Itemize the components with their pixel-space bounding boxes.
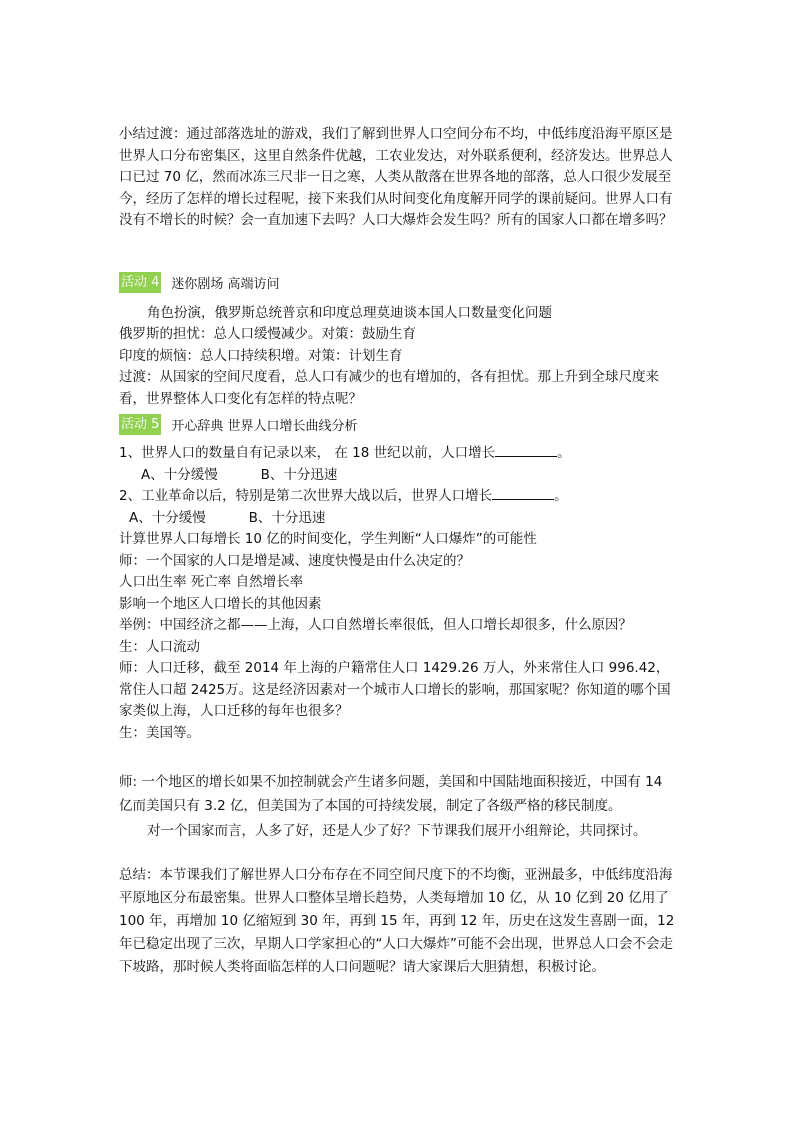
india-concern: 印度的烦恼：总人口持续积增。对策：计划生育 <box>119 347 403 364</box>
question-2-options: A、十分缓慢 B、十分迅速 <box>129 509 326 526</box>
document-body <box>119 124 679 979</box>
activity-5-line: 师：人口迁移，截至 2014 年上海的户籍常住人口 1429.26 万人，外来常住人口 996.42，常住人口超 2425万。这是经济因素对一个城市人口增长的影响，那国家呢？你知道的哪个国家类似上海，人口迁移的每年也很多？ <box>119 660 671 719</box>
activity-5-header <box>119 414 679 435</box>
intro-paragraph: 小结过渡：通过部落选址的游戏，我们了解到世界人口空间分布不均，中低纬度沿海平原区是世界人口分布密集区，这里自然条件优越，工农业发达，对外联系便利，经济发达。世界总人口已过 70 亿，然而冰冻三尺非一日之寒，人类从散落在世界各地的部落，总人口很少发展至今，经历了怎样的增长过程呢，接下来我们从时间变化角度解开同学的课前疑问。世界人口有没有不增长的时候？会一直加速下去吗？人口大爆炸会发生吗？所有的国家人口都在增多吗？ <box>119 126 673 228</box>
activity-5-badge: 活动 5 <box>119 414 161 435</box>
answer-blank <box>495 443 557 457</box>
activity-4-badge: 活动 4 <box>119 272 161 293</box>
question-1: 1、世界人口的数量自有记录以来， 在 18 世纪以前，人口增长 。 <box>119 445 571 461</box>
activity-5-line: 人口出生率 死亡率 自然增长率 <box>119 574 304 590</box>
activity-5-line: 生：美国等。 <box>119 724 200 741</box>
activity-5-line: 影响一个地区人口增长的其他因素 <box>119 595 322 612</box>
transition-text: 过渡：从国家的空间尺度看，总人口有减少的也有增加的，各有担忧。那上升到全球尺度来看，世界整体人口变化有怎样的特点呢？ <box>119 369 659 407</box>
activity-4-roleplay: 角色扮演，俄罗斯总统普京和印度总理莫迪谈本国人口数量变化问题 <box>147 304 552 321</box>
activity-5-title: 开心辞典 世界人口增长曲线分析 <box>171 419 358 434</box>
activity-4-header <box>119 272 679 293</box>
discussion-paragraph: 师: 一个地区的增长如果不加控制就会产生诸多问题，美国和中国陆地面积接近，中国有 14 亿而美国只有 3.2 亿，但美国为了本国的可持续发展，制定了各级严格的移民制度。 <box>119 774 663 814</box>
activity-5-line: 举例：中国经济之都——上海，人口自然增长率很低，但人口增长却很多，什么原因？ <box>119 617 632 633</box>
russia-concern: 俄罗斯的担忧：总人口缓慢减少。对策：鼓励生育 <box>119 326 416 342</box>
summary-paragraph: 总结：本节课我们了解世界人口分布存在不同空间尺度下的不均衡，亚洲最多，中低纬度沿海平原地区分布最密集。世界人口整体呈增长趋势，人类每增加 10 亿，从 10 亿到 20 亿用了 100 年，再增加 10 亿缩短到 30 年，再到 15 年，再到 12 年，历史在这发生喜剧一面，12 年已稳定出现了三次，早期人口学家担心的“人口大爆炸”可能不会出现，世界总人口会不会走下坡路，那时候人类将面临怎样的人口问题呢？请大家课后大胆猜想，积极讨论。 <box>119 867 675 975</box>
question-1-options: A、十分缓慢 B、十分迅速 <box>141 466 338 483</box>
activity-5-line: 师：一个国家的人口是增是减、速度快慢是由什么决定的？ <box>119 552 470 569</box>
activity-5-line: 计算世界人口每增长 10 亿的时间变化，学生判断“人口爆炸”的可能性 <box>119 531 537 547</box>
activity-5-line: 生：人口流动 <box>119 638 200 655</box>
answer-blank <box>492 486 554 500</box>
discussion-question: 对一个国家而言，人多了好，还是人少了好？下节课我们展开小组辩论，共同探讨。 <box>147 823 647 839</box>
question-2: 2、工业革命以后，特别是第二次世界大战以后，世界人口增长 。 <box>119 488 568 504</box>
activity-4-title: 迷你剧场 高端访问 <box>171 276 280 292</box>
